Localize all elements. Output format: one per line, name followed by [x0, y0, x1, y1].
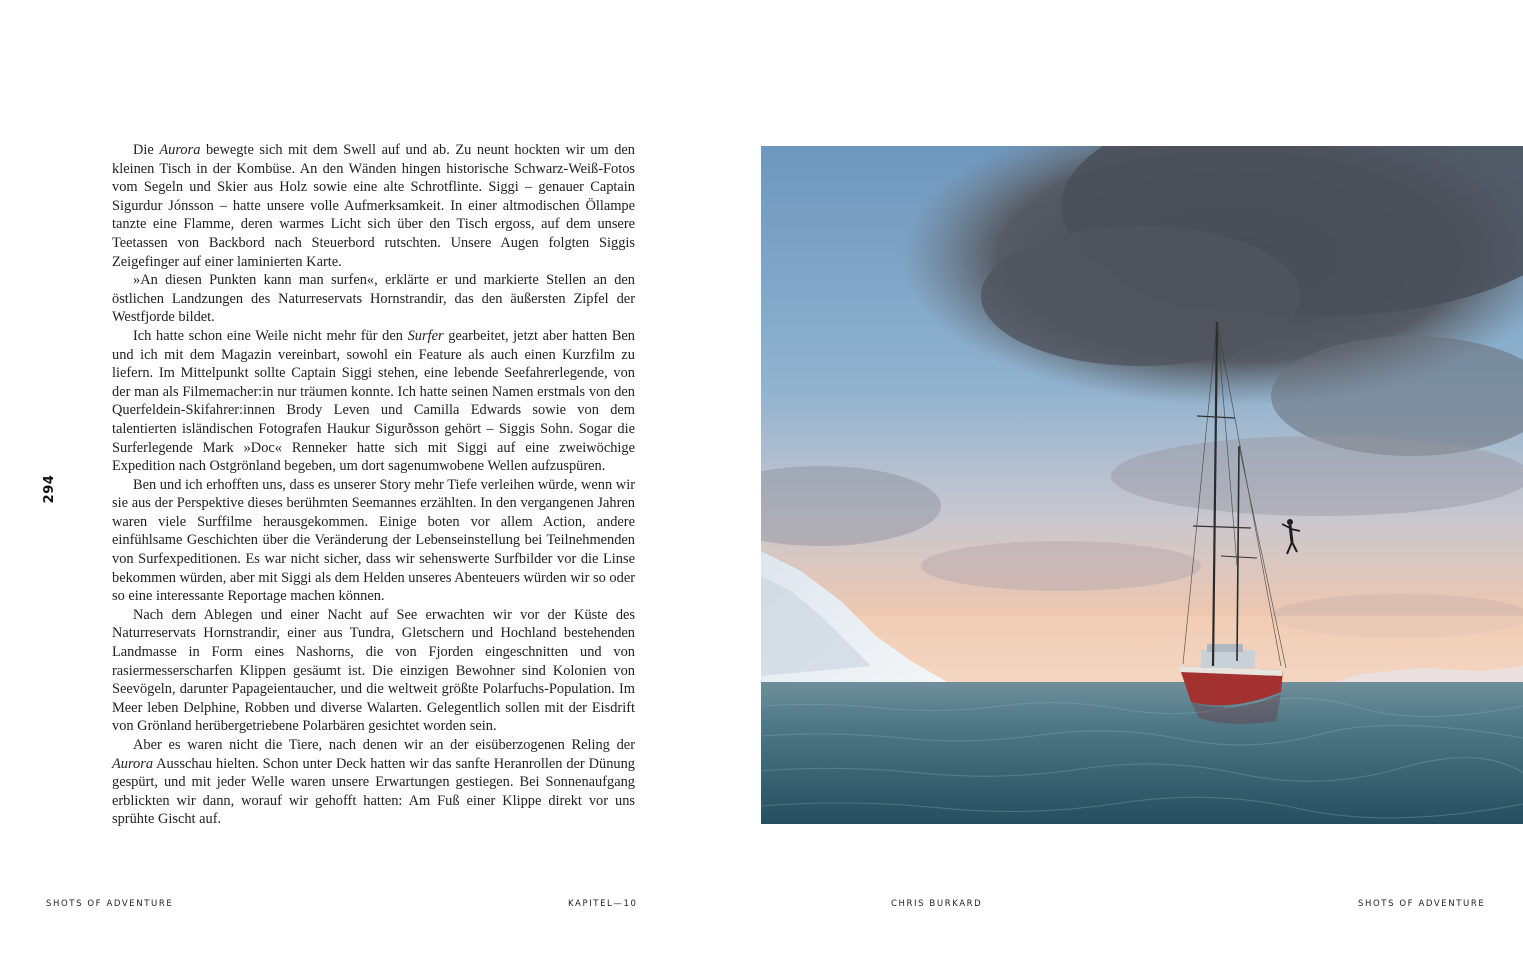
paragraph: »An diesen Punkten kann man surfen«, erklärte er und markierte Stellen an den östlichen Landzungen des Naturreservats Hornstrandir, das den äußersten Zipfel der Westfjorde bildet.	[112, 272, 635, 326]
paragraph: Die Aurora bewegte sich mit dem Swell auf und ab. Zu neunt hockten wir um den kleinen Tisch in der Kombüse. An den Wänden hingen historische Schwarz-Weiß-Fotos vom Segeln und Skier aus Holz sowie eine alte Schrotflinte. Siggi – genauer Captain Sigurdur Jónsson – hatte unsere volle Aufmerksamkeit. In einer altmodischen Öllampe tanzte eine Flamme, deren warmes Licht sich über den Tisch ergoss, auf dem unsere Teetassen von Backbord nach Steuerbord rutschten. Unsere Augen folgten Siggis Zeigefinger auf einer laminierten Karte.	[112, 142, 635, 270]
page-number: 294	[42, 474, 57, 504]
paragraph: Nach dem Ablegen und einer Nacht auf See erwachten wir vor der Küste des Naturreservats Hornstrandir, einer aus Tundra, Gletschern und Hochland bestehenden Landmasse in Form eines Nashorns, die von Fjorden eingeschnitten und von rasiermesserscharfen Klippen gesäumt ist. Die einzigen Bewohner sind Kolonien von Seevögeln, darunter Papageientaucher, und die weltweit größte Polarfuchs-Population. Im Meer leben Delphine, Robben und diverse Walarten. Gelegentlich sollen mit der Eisdrift von Grönland herübergetriebene Polarbären gesichtet worden sein.	[112, 606, 635, 735]
footer-chapter: KAPITEL—10	[568, 899, 638, 909]
article-body	[112, 141, 635, 829]
footer-book-title-left: SHOTS OF ADVENTURE	[46, 899, 174, 909]
paragraph: Ben und ich erhofften uns, dass es unserer Story mehr Tiefe verleihen würde, wenn wir sie aus der Perspektive dieses berühmten Seemannes erzählten. In den vergangenen Jahren waren viele Surffilme herausgekommen. Einige boten vor allem Action, andere einfühlsame Geschichten über die Veränderung der Lebenseinstellung bei Teilnehmenden von Surfexpeditionen. Es war nicht sicher, dass wir sehenswerte Surfbilder vor die Linse bekommen würden, aber mit Siggi als dem Helden unseres Abenteuers würden wir so oder so eine interessante Reportage machen können.	[112, 476, 635, 605]
paragraph: Ich hatte schon eine Weile nicht mehr für den Surfer gearbeitet, jetzt aber hatten Ben und ich mit dem Magazin vereinbart, sowohl ein Feature als auch einen Kurzfilm zu liefern. Im Mittelpunkt sollte Captain Siggi stehen, eine lebende Seefahrerlegende, von der man als Filmemacher:in nur träumen konnte. Ich hatte seinen Namen erstmals von den Querfeldein-Skifahrer:innen Brody Leven und Camilla Edwards sowie von dem talentierten isländischen Fotografen Haukur Sigurðsson gehört – Siggis Sohn. Sogar die Surferlegende Mark »Doc« Renneker hatte sich mit Siggi auf eine zweiwöchige Expedition nach Ostgrönland begeben, um dort sagenumwobene Wellen aufzuspüren.	[112, 327, 636, 475]
sailboat-photo	[761, 146, 1523, 824]
paragraph: Aber es waren nicht die Tiere, nach denen wir an der eisüberzogenen Reling der Aurora Ausschau hielten. Schon unter Deck hatten wir das sanfte Heranrollen der Dünung gespürt, und mit jeder Welle waren unsere Erwartungen gestiegen. Bei Sonnenaufgang erblickten wir dann, worauf wir gehofft hatten: Am Fuß einer Klippe direkt vor uns sprühte Gischt auf.	[112, 737, 635, 828]
footer-book-title-right: SHOTS OF ADVENTURE	[1358, 899, 1486, 909]
footer-author: CHRIS BURKARD	[891, 899, 983, 909]
